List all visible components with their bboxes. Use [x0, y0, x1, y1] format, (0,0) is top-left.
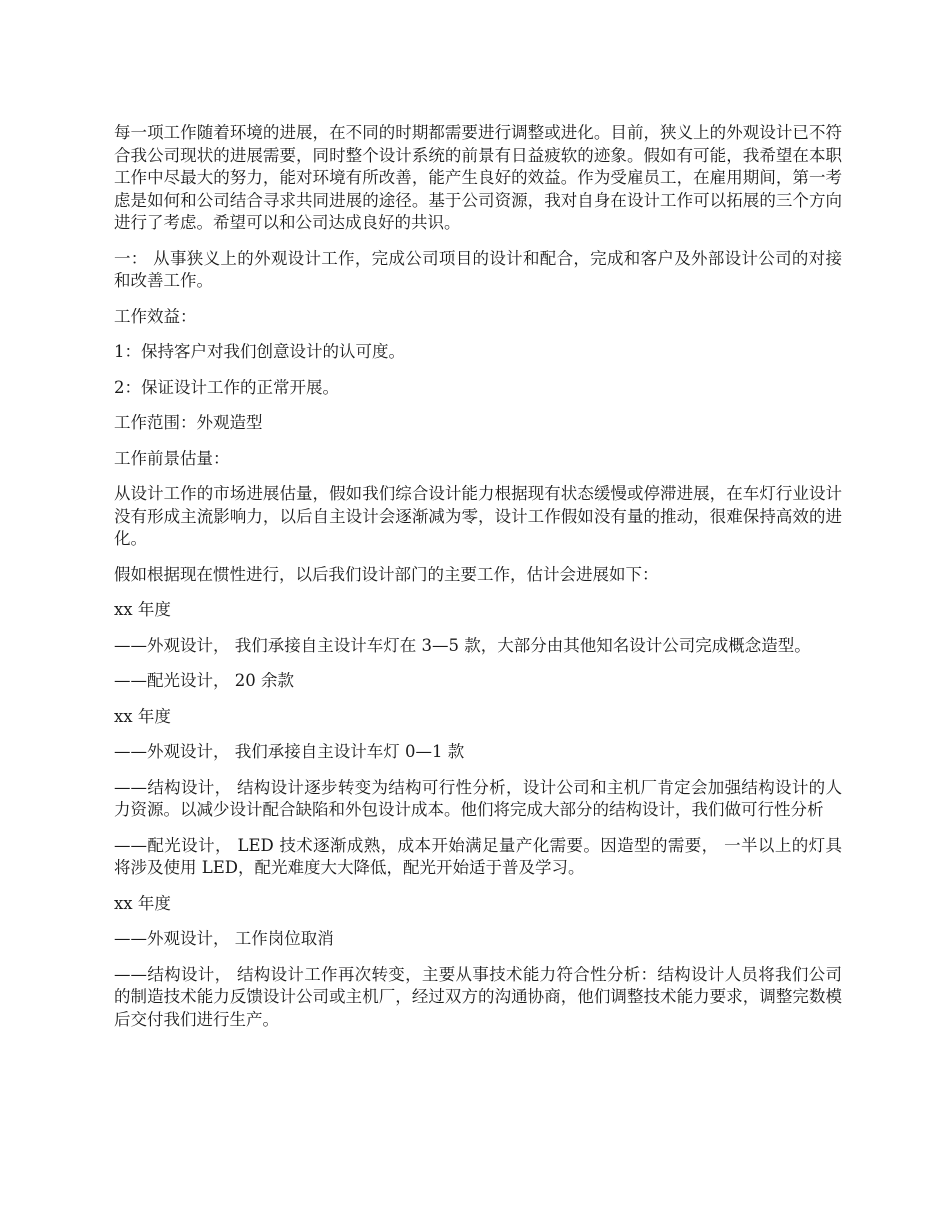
section-one-heading: 一： 从事狭义上的外观设计工作，完成公司项目的设计和配合，完成和客户及外部设计公司的对接和改善工作。 [114, 248, 842, 290]
work-scope: 工作范围：外观造型 [114, 413, 263, 432]
intro-paragraph: 每一项工作随着环境的进展，在不同的时期都需要进行调整或进化。目前，狭义上的外观设计已不符合我公司现状的进展需要，同时整个设计系统的前景有日益疲软的迹象。假如有可能，我希望在本职工作中尽最大的努力，能对环境有所改善，能产生良好的效益。作为受雇员工，在雇用期间，第一考虑是如何和公司结合寻求共同进展的途径。基于公司资源，我对自身在设计工作可以拓展的三个方向进行了考虑。希望可以和公司达成良好的共识。 [114, 123, 842, 232]
forecast-item: ——结构设计， 结构设计逐步转变为结构可行性分析，设计公司和主机厂肯定会加强结构设计的人力资源。以减少设计配合缺陷和外包设计成本。他们将完成大部分的结构设计，我们做可行性分析 [114, 777, 842, 819]
outlook-paragraph: 从设计工作的市场进展估量，假如我们综合设计能力根据现有状态缓慢或停滞进展，在车灯行业设计没有形成主流影响力，以后自主设计会逐渐减为零，设计工作假如没有量的推动，很难保持高效的进化。 [114, 484, 842, 548]
forecast-item: ——配光设计， 20 余款 [114, 671, 294, 690]
year-heading: xx 年度 [114, 893, 171, 913]
forecast-item: ——外观设计， 工作岗位取消 [114, 929, 334, 948]
work-benefit-label: 工作效益： [114, 306, 197, 326]
year-heading: xx 年度 [114, 600, 171, 619]
year-heading: xx 年度 [114, 706, 171, 726]
document-body [114, 122, 842, 1044]
forecast-item: ——外观设计， 我们承接自主设计车灯 0—1 款 [114, 742, 465, 761]
forecast-intro: 假如根据现在惯性进行，以后我们设计部门的主要工作，估计会进展如下： [114, 564, 659, 584]
benefit-item-2: 2：保证设计工作的正常开展。 [114, 377, 339, 397]
benefit-item-1: 1：保持客户对我们创意设计的认可度。 [114, 342, 405, 361]
forecast-item: ——配光设计， LED 技术逐渐成熟，成本开始满足量产化需要。因造型的需要， 一半以上的灯具将涉及使用 LED，配光难度大大降低，配光开始适于普及学习。 [114, 835, 842, 877]
outlook-label: 工作前景估量： [114, 448, 230, 468]
forecast-item: ——外观设计， 我们承接自主设计车灯在 3—5 款，大部分由其他知名设计公司完成概念造型。 [114, 635, 811, 655]
forecast-item: ——结构设计， 结构设计工作再次转变，主要从事技术能力符合性分析：结构设计人员将我们公司的制造技术能力反馈设计公司或主机厂，经过双方的沟通协商，他们调整技术能力要求，调整完数模后交付我们进行生产。 [114, 964, 842, 1029]
